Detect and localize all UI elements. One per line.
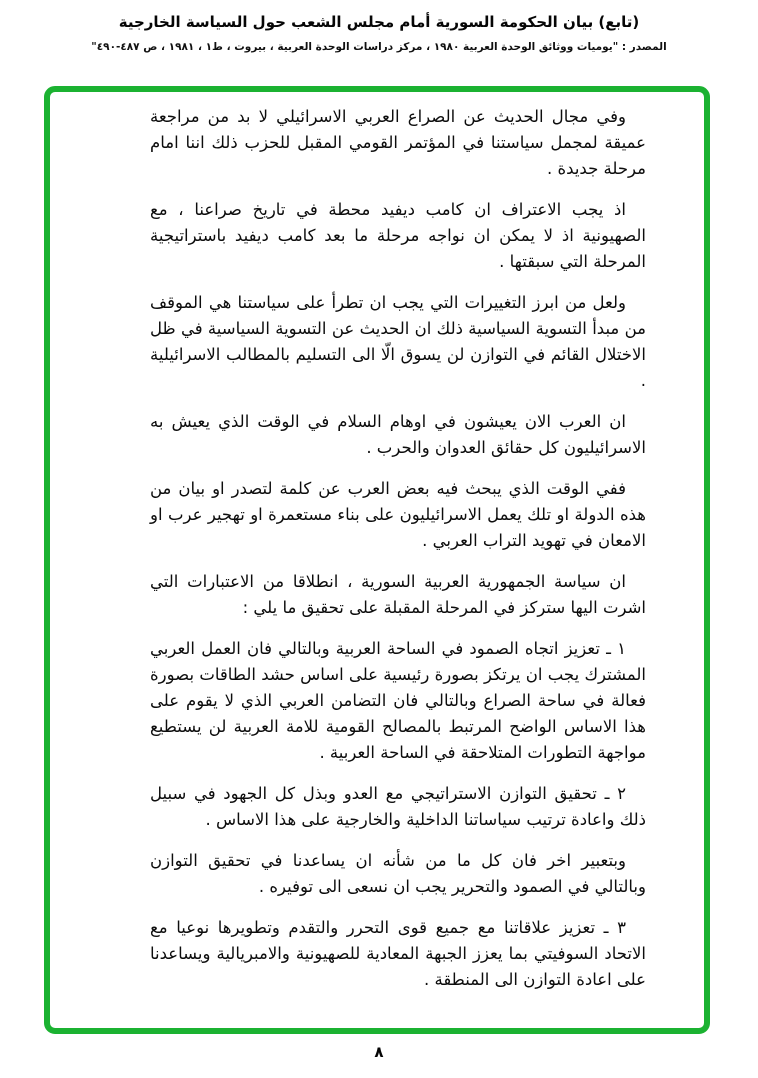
paragraph: ٣ ـ تعزيز علاقاتنا مع جميع قوى التحرر والتقدم وتطويرها نوعيا مع الاتحاد السوفيتي بما يعزز الجبهة المعادية للصهيونية والامبريالية ويساعدنا على اعادة التوازن الى المنطقة . [150,918,646,989]
green-border-frame [44,86,710,1034]
paragraph: وفي مجال الحديث عن الصراع العربي الاسرائيلي لا بد من مراجعة عميقة لمجمل سياستنا في المؤتمر القومي المقبل للحزب ذلك اننا امام مرحلة جديدة . [150,107,646,178]
paragraph: ان سياسة الجمهورية العربية السورية ، انطلاقا من الاعتبارات التي اشرت اليها ستركز في المرحلة المقبلة على تحقيق ما يلي : [150,572,646,617]
paragraph: ١ ـ تعزيز اتجاه الصمود في الساحة العربية وبالتالي فان العمل العربي المشترك يجب ان يرتكز بصورة رئيسية على اساس حشد الطاقات بصورة فعالة في ساحة الصراع وبالتالي فان التضامن العربي الذي لا يقوم على هذا الاساس الواضح المرتبط بالمصالح القومية للامة العربية لن يستطيع مواجهة التطورات المتلاحقة في الساحة العربية . [150,639,646,762]
paragraph: وبتعبير اخر فان كل ما من شأنه ان يساعدنا في تحقيق التوازن وبالتالي في الصمود والتحرير يجب ان نسعى الى توفيره . [150,851,646,896]
page-number: ٨ [374,1043,384,1061]
page-header [0,13,758,53]
paragraph: ان العرب الان يعيشون في اوهام السلام في الوقت الذي يعيش به الاسرائيليون كل حقائق العدوان والحرب . [150,412,646,457]
document-body [50,92,704,1028]
document-title: (تابع) بيان الحكومة السورية أمام مجلس الشعب حول السياسة الخارجية [118,13,640,31]
paragraph: ٢ ـ تحقيق التوازن الاستراتيجي مع العدو وبذل كل الجهود في سبيل ذلك واعادة ترتيب سياساتنا الداخلية والخارجية على هذا الاساس . [150,784,646,829]
source-citation: المصدر : "يوميات ووثائق الوحدة العربية ١٩٨٠ ، مركز دراسات الوحدة العربية ، بيروت ، ط١ ، ١٩٨١ ، ص ٤٨٧-٤٩٠" [91,41,667,53]
page-footer [0,1042,758,1061]
paragraph: ففي الوقت الذي يبحث فيه بعض العرب عن كلمة لتصدر او بيان من هذه الدولة او تلك يعمل الاسرائيليون على بناء مستعمرة او تهجير عرب او الامعان في تهويد التراب العربي . [150,479,646,550]
paragraph: اذ يجب الاعتراف ان كامب ديفيد محطة في تاريخ صراعنا ، مع الصهيونية اذ لا يمكن ان نواجه مرحلة ما بعد كامب ديفيد باستراتيجية المرحلة التي سبقتها . [150,200,646,271]
paragraph: ولعل من ابرز التغييرات التي يجب ان تطرأ على سياستنا هي الموقف من مبدأ التسوية السياسية ذلك ان الحديث عن التسوية السياسية في ظل الاختلال القائم في التوازن لن يسوق الّا الى التسليم بالمطالب الاسرائيلية . [150,293,646,390]
